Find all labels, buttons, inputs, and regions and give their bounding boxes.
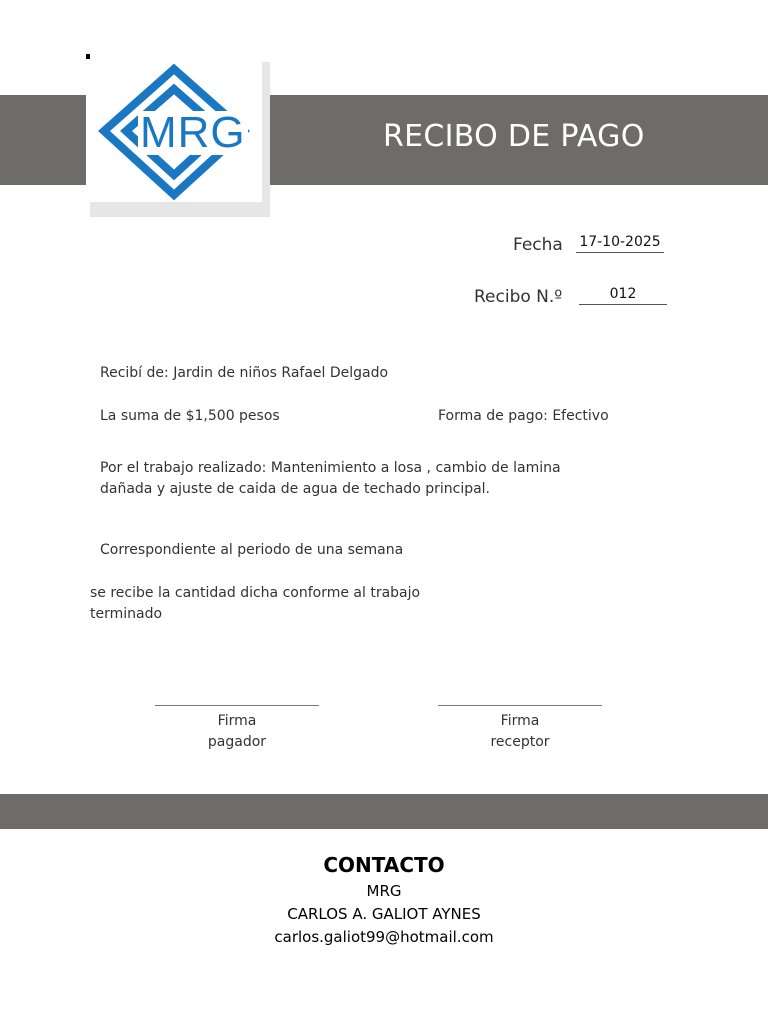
amount: La suma de $1,500 pesos xyxy=(100,408,280,424)
logo-text: MRG xyxy=(140,108,246,157)
contact-title: CONTACTO xyxy=(323,853,445,877)
received-from: Recibí de: Jardin de niños Rafael Delgado xyxy=(100,365,389,381)
work-description-line: dañada y ajuste de caida de agua de techado principal. xyxy=(100,481,491,497)
payer-signature-line2: pagador xyxy=(207,734,267,750)
work-description-line: Por el trabajo realizado: Mantenimiento a losa , cambio de lamina xyxy=(100,460,561,476)
contact-section xyxy=(0,850,768,949)
receiver-signature-line1: Firma xyxy=(500,713,540,729)
payer-signature-label xyxy=(155,711,319,753)
recibo-number: 012 xyxy=(579,286,667,305)
conformity-line: se recibe la cantidad dicha conforme al trabajo xyxy=(90,585,421,601)
footer-bar xyxy=(0,794,768,829)
contact-name: CARLOS A. GALIOT AYNES xyxy=(287,905,481,923)
company-logo xyxy=(86,59,262,202)
receiver-signature-label xyxy=(438,711,602,753)
conformity-statement xyxy=(90,583,490,625)
payer-signature-line1: Firma xyxy=(217,713,257,729)
fecha-label: Fecha xyxy=(513,235,563,255)
receiver-signature-line xyxy=(438,705,602,706)
receiver-signature-line2: receptor xyxy=(490,734,550,750)
payment-method: Forma de pago: Efectivo xyxy=(438,408,609,424)
period: Correspondiente al periodo de una semana xyxy=(100,542,404,558)
payer-signature-line xyxy=(155,705,319,706)
recibo-label: Recibo N.º xyxy=(474,287,563,307)
work-description xyxy=(100,458,660,500)
contact-company: MRG xyxy=(366,882,402,900)
contact-email[interactable]: carlos.galiot99@hotmail.com xyxy=(274,928,494,946)
fecha-value: 17-10-2025 xyxy=(576,234,664,253)
conformity-line: terminado xyxy=(90,606,163,622)
page-title: RECIBO DE PAGO xyxy=(383,119,645,154)
